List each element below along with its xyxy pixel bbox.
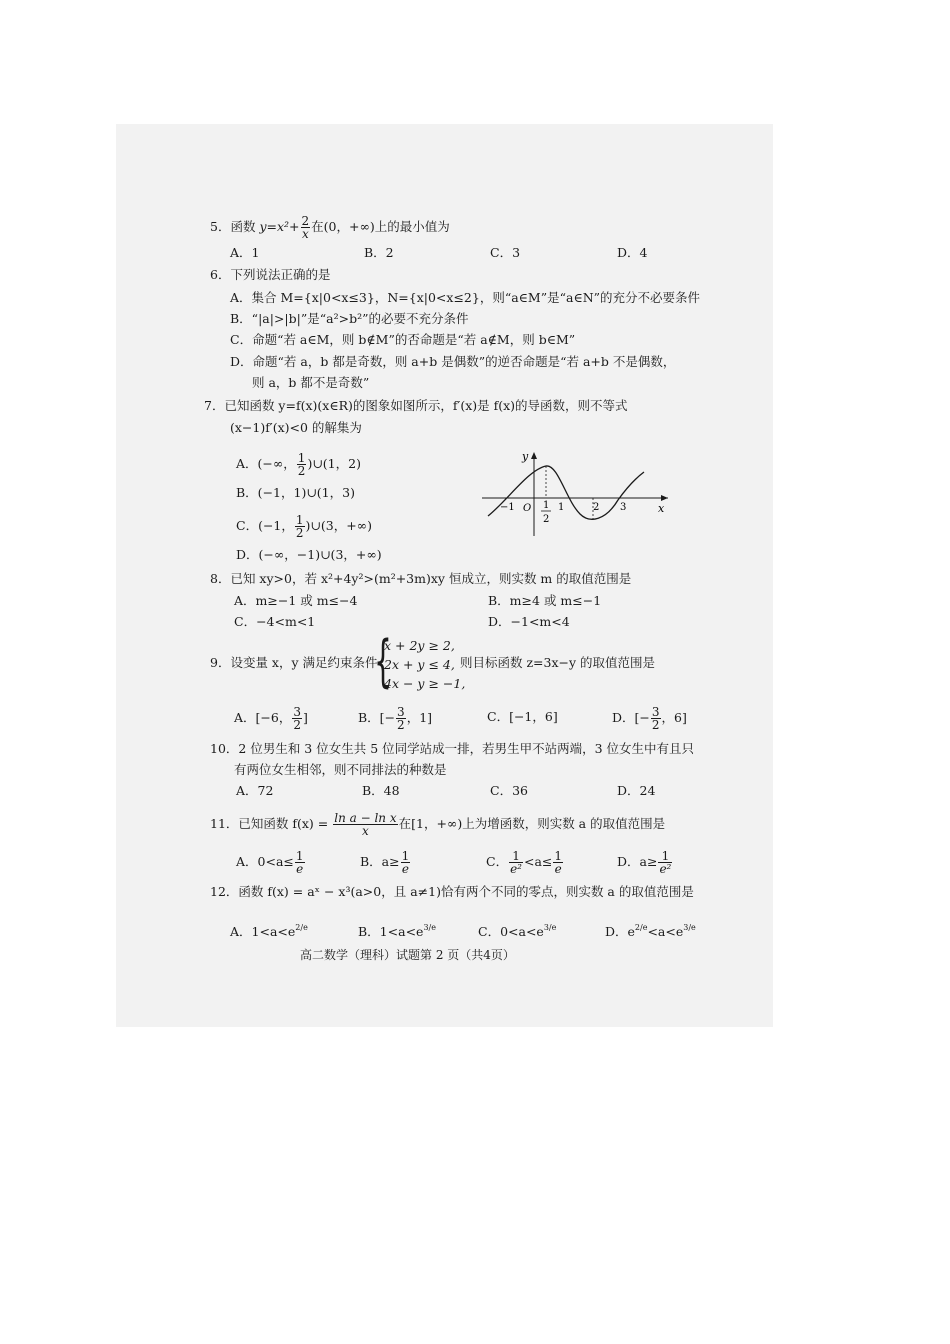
function-graph <box>478 450 673 540</box>
q10-stem-line2: 有两位女生相邻，则不同排法的种数是 <box>234 762 447 777</box>
q12-option-c: C．$0<a<e^{3/e}$ <box>478 923 557 939</box>
constraint-brace: { <box>374 629 392 694</box>
q9-stem-pre: 9．设变量 x，y 满足约束条件 <box>210 655 378 670</box>
q6-option-b: B．“|a|>|b|”是“a²>b²”的必要不充分条件 <box>230 311 469 326</box>
q7-option-a: A．(−∞， $\frac{1}{2}$ )∪(1，2) <box>236 451 361 478</box>
q8-option-c: C．−4<m<1 <box>234 614 316 629</box>
q12-stem: 12．函数 f(x) = aˣ − x³(a>0，且 a≠1)恰有两个不同的零点，则实数 a 的取值范围是 <box>210 884 694 899</box>
x-axis-arrow <box>661 495 668 501</box>
y-axis-arrow <box>531 452 537 459</box>
q6-option-d-line1: D．命题“若 a，b 都是奇数，则 a+b 是偶数”的逆否命题是“若 a+b 不是偶数， <box>230 354 676 369</box>
q9-option-c: C．[−1，6] <box>487 709 558 724</box>
q11-option-c: C． $\frac{1}{\text{e²}}$ <a≤ $\frac{1}{e}$ <box>486 849 563 876</box>
page-footer: 高二数学（理科）试题第 2 页（共4页） <box>300 948 515 962</box>
q12-option-d: D．$e^{2/e}<a<e^{3/e}$ <box>605 923 696 939</box>
q9-constraint-1: x + 2y ≥ 2, <box>384 638 455 653</box>
q9-option-b: B．[− $\frac{3}{2}$ ，1] <box>358 705 433 732</box>
q9-stem-post: 则目标函数 z=3x−y 的取值范围是 <box>460 655 656 670</box>
q5-option-a: A．1 <box>230 245 260 260</box>
q11-stem: 11．已知函数 f(x) = $\frac{\text{ln a − ln x}}{x}$ 在[1，+∞)上为增函数，则实数 a 的取值范围是 <box>210 811 666 838</box>
q5-option-d: D．4 <box>617 245 648 260</box>
q6-option-c: C．命题“若 a∈M，则 b∉M”的否命题是“若 a∉M，则 b∈M” <box>230 332 576 347</box>
q6-option-d-line2: 则 a，b 都不是奇数” <box>252 375 370 390</box>
q6-option-a: A．集合 M={x|0<x≤3}，N={x|0<x≤2}，则“a∈M”是“a∈N”的充分不必要条件 <box>230 290 701 305</box>
origin-label: O <box>523 503 532 514</box>
q10-stem-line1: 10．2 位男生和 3 位女生共 5 位同学站成一排，若男生甲不站两端，3 位女生中有且只 <box>210 741 695 756</box>
y-axis-label: y <box>522 450 529 463</box>
q10-option-a: A．72 <box>236 783 274 798</box>
q5-stem: 5．函数 y=x²+ $\frac{2}{x}$ 在(0，+∞)上的最小值为 <box>210 214 450 241</box>
q11-option-b: B．a≥ $\frac{1}{e}$ <box>360 849 410 876</box>
q12-option-b: B．$1<a<e^{3/e}$ <box>358 923 436 939</box>
q5-option-c: C．3 <box>490 245 521 260</box>
q7-option-d: D．(−∞，−1)∪(3，+∞) <box>236 547 382 562</box>
q5-option-b: B．2 <box>364 245 394 260</box>
q9-option-d: D．[− $\frac{3}{2}$ ，6] <box>612 705 687 732</box>
tick-three: 3 <box>620 502 627 513</box>
q8-option-b: B．m≥4 或 m≤−1 <box>488 593 602 608</box>
tick-neg-one: −1 <box>500 502 515 513</box>
q10-option-c: C．36 <box>490 783 528 798</box>
q10-option-b: B．48 <box>362 783 400 798</box>
tick-half-num: 1 <box>543 500 550 511</box>
tick-two: 2 <box>593 502 600 513</box>
tick-one: 1 <box>558 502 565 513</box>
q7-option-c: C．(−1， $\frac{1}{2}$ )∪(3，+∞) <box>236 513 372 540</box>
q8-stem: 8．已知 xy>0，若 x²+4y²>(m²+3m)xy 恒成立，则实数 m 的取值范围是 <box>210 571 632 586</box>
q10-option-d: D．24 <box>617 783 656 798</box>
q8-option-d: D．−1<m<4 <box>488 614 570 629</box>
q11-option-a: A．0<a≤ $\frac{1}{e}$ <box>236 849 304 876</box>
q7-stem-line1: 7．已知函数 y=f(x)(x∈R)的图象如图所示，f′(x)是 f(x)的导函数，则不等式 <box>204 398 628 413</box>
q6-stem: 6．下列说法正确的是 <box>210 267 331 282</box>
q9-option-a: A．[−6， $\frac{3}{2}$ ] <box>234 705 308 732</box>
x-axis-label: x <box>658 502 665 515</box>
tick-half-den: 2 <box>543 514 550 525</box>
q11-option-d: D．a≥ $\frac{1}{\text{e²}}$ <box>617 849 672 876</box>
q9-constraint-2: 2x + y ≤ 4, <box>384 657 455 672</box>
q9-constraint-3: 4x − y ≥ −1, <box>384 676 466 691</box>
q7-stem-line2: (x−1)f′(x)<0 的解集为 <box>230 420 362 435</box>
q7-option-b: B．(−1，1)∪(1，3) <box>236 485 355 500</box>
q8-option-a: A．m≥−1 或 m≤−4 <box>234 593 358 608</box>
q12-option-a: A．$1<a<e^{2/e}$ <box>230 923 308 939</box>
